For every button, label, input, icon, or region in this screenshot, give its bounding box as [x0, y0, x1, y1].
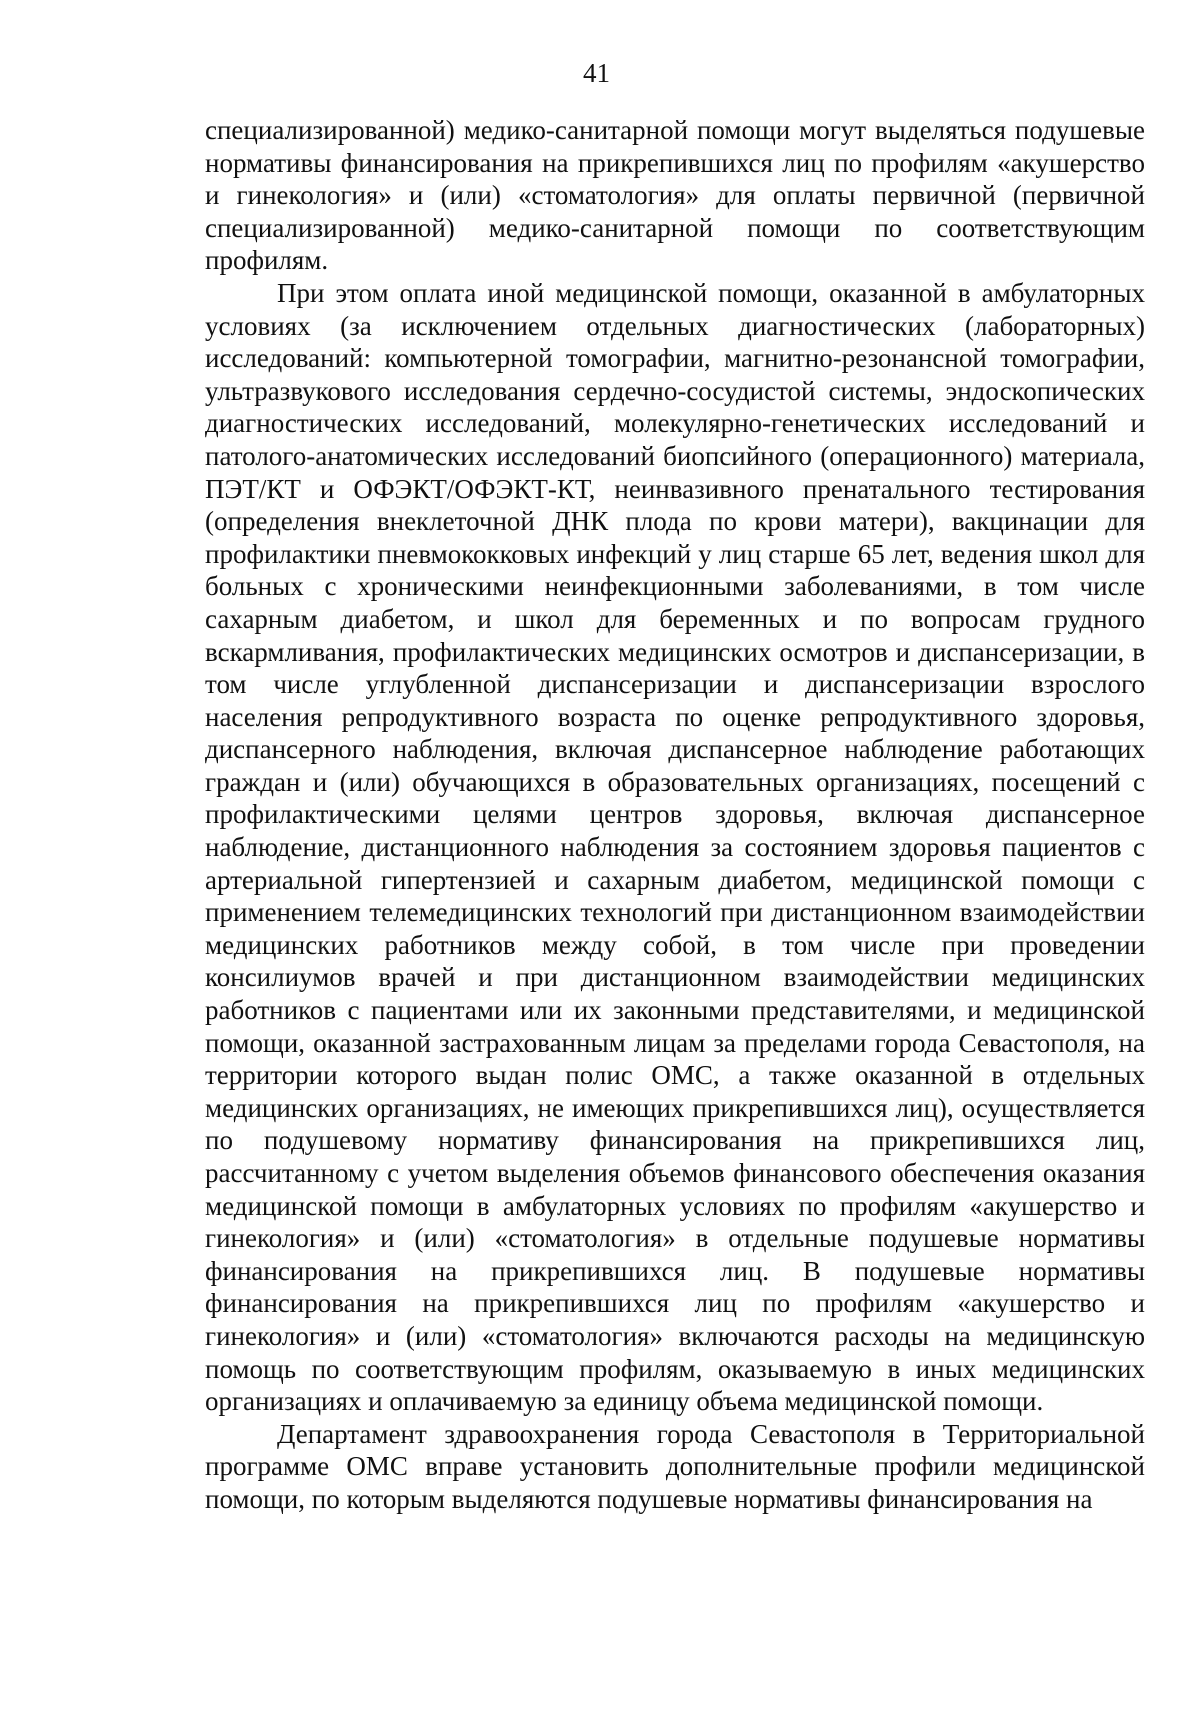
- paragraph-department-rights: Департамент здравоохранения города Севастополя в Территориальной программе ОМС вправе установить дополнительные профили медицинской помощи, по которым выделяются подушевые нормативы финансирования на: [205, 1418, 1145, 1514]
- document-body: [205, 114, 1145, 1516]
- page-number: 41: [583, 58, 610, 88]
- paragraph-payment-rules: При этом оплата иной медицинской помощи, оказанной в амбулаторных условиях (за исключением отдельных диагностических (лабораторных) исследований: компьютерной томографии, магнитно-резонансной томографии, ультразвукового исследования сердечно-сосудистой системы, эндоскопических диагностических исследований, молекулярно-генетических исследований и патолого-анатомических исследований биопсийного (операционного) материала, ПЭТ/КТ и ОФЭКТ/ОФЭКТ-КТ, неинвазивного пренатального тестирования (определения внеклеточной ДНК плода по крови матери), вакцинации для профилактики пневмококковых инфекций у лиц старше 65 лет, ведения школ для больных с хроническими неинфекционными заболеваниями, в том числе сахарным диабетом, и школ для беременных и по вопросам грудного вскармливания, профилактических медицинских осмотров и диспансеризации, в том числе углубленной диспансеризации и диспансеризации взрослого населения репродуктивного возраста по оценке репродуктивного здоровья, диспансерного наблюдения, включая диспансерное наблюдение работающих граждан и (или) обучающихся в образовательных организациях, посещений с профилактическими целями центров здоровья, включая диспансерное наблюдение, дистанционного наблюдения за состоянием здоровья пациентов с артериальной гипертензией и сахарным диабетом, медицинской помощи с применением телемедицинских технологий при дистанционном взаимодействии медицинских работников между собой, в том числе при проведении консилиумов врачей и при дистанционном взаимодействии медицинских работников с пациентами или их законными представителями, и медицинской помощи, оказанной застрахованным лицам за пределами города Севастополя, на территории которого выдан полис ОМС, а также оказанной в отдельных медицинских организациях, не имеющих прикрепившихся лиц), осуществляется по подушевому нормативу финансирования на прикрепившихся лиц, рассчитанному с учетом выделения объемов финансового обеспечения оказания медицинской помощи в амбулаторных условиях по профилям «акушерство и гинекология» и (или) «стоматология» в отдельные подушевые нормативы финансирования на прикрепившихся лиц. В подушевые нормативы финансирования на прикрепившихся лиц по профилям «акушерство и гинекология» и (или) «стоматология» включаются расходы на медицинскую помощь по соответствующим профилям, оказываемую в иных медицинских организациях и оплачиваемую за единицу объема медицинской помощи.: [205, 277, 1145, 1417]
- paragraph-continuation: специализированной) медико-санитарной помощи могут выделяться подушевые нормативы финансирования на прикрепившихся лиц по профилям «акушерство и гинекология» и (или) «стоматология» для оплаты первичной (первичной специализированной) медико-санитарной помощи по соответствующим профилям.: [205, 115, 1145, 276]
